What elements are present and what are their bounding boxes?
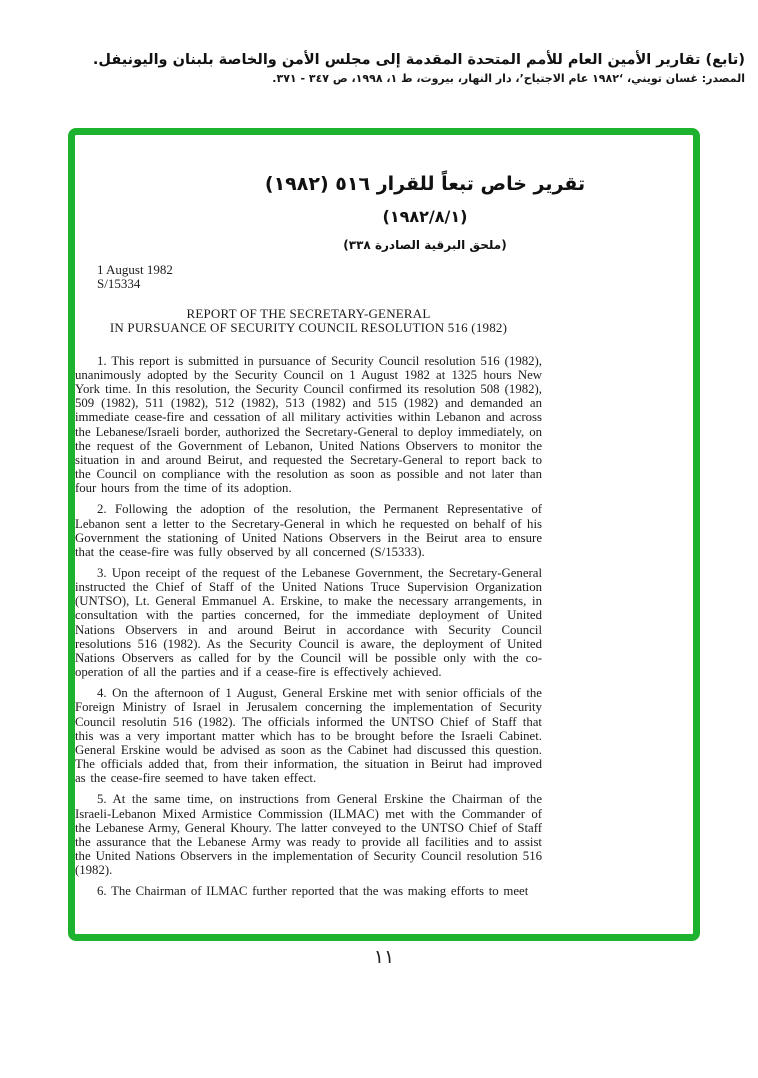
document-symbol: S/15334 — [97, 275, 141, 291]
document-header-block — [97, 263, 542, 290]
page-number: ١١ — [373, 946, 395, 968]
header-source-citation: المصدر: غسان تويني، ‘١٩٨٢ عام الاجتياح’، دار النهار، بيروت، ط ١، ١٩٩٨، ص ٣٤٧ - ٣٧١. — [272, 72, 745, 86]
paragraph-5: 5. At the same time, on instructions from General Erskine the Chairman of the Israeli-Lebanon Mixed Armistice Commission (ILMAC) met with the Commander of the Lebanese Army, General Khoury. The latter conveyed to the UNTSO Chief of Staff the assurance that the Lebanese Army was ready to provide all facilities and to assist the United Nations Observers in the implementation of Security Council resolution 516 (1982). — [75, 792, 542, 878]
paragraph-3: 3. Upon receipt of the request of the Lebanese Government, the Secretary-General instructed the Chief of Staff of the United Nations Truce Supervision Organization (UNTSO), Lt. General Emmanuel A. Erskine, to make the necessary arrangements, in consultation with the parties concerned, for the immediate deployment of United Nations Observers in and around Beirut in accordance with Security Council resolutions 516 (1982). As the Security Council is aware, the deployment of United Nations Observers as called for by the Council will be possible only with the co-operation of all the parties and if a cease-fire is effectively achieved. — [75, 566, 542, 680]
header-series-title: (تابع) تقارير الأمين العام للأمم المتحدة المقدمة إلى مجلس الأمن والخاصة بلبنان واليونيفل. — [92, 52, 745, 68]
paragraph-6: 6. The Chairman of ILMAC further reported that the was making efforts to meet — [97, 884, 529, 899]
arabic-report-title: تقرير خاص تبعاً للقرار ٥١٦ (١٩٨٢) — [264, 173, 586, 195]
report-column — [75, 130, 542, 905]
report-title-line-2: IN PURSUANCE OF SECURITY COUNCIL RESOLUTION 516 (1982) — [109, 320, 508, 336]
arabic-telegram-note: (ملحق البرقية الصادرة ٣٣٨) — [343, 238, 507, 252]
paragraph-4: 4. On the afternoon of 1 August, General Erskine met with senior officials of the Foreign Ministry of Israel in Jerusalem concerning the implementation of Security Council resolutin 516 (1982). The officials informed the UNTSO Chief of Staff that this was a very important matter which has to be brought before the Israeli Cabinet. General Erskine would be advised as soon as the Cabinet had discussed this question. The officials added that, from their information, the situation in Beirut had improved as the cease-fire seemed to have taken effect. — [75, 686, 542, 786]
page-header-arabic — [65, 50, 745, 88]
report-title — [75, 307, 542, 335]
document-date: 1 August 1982 — [97, 262, 173, 277]
report-body — [75, 354, 542, 899]
paragraph-2: 2. Following the adoption of the resolution, the Permanent Representative of Lebanon sent a letter to the Secretary-General in which he requested on behalf of his Government the stationing of United Nations Observers in the Beirut area to ensure that the cease-fire was fully observed by all concerned (S/15333). — [75, 502, 542, 559]
report-title-line-1: REPORT OF THE SECRETARY-GENERAL — [186, 306, 431, 322]
arabic-report-date: (١٩٨٢/٨/١) — [382, 207, 468, 226]
paragraph-1: 1. This report is submitted in pursuance of Security Council resolution 516 (1982), unanimously adopted by the Security Council on 1 August 1982 at 1325 hours New York time. In this resolution, the Security Council confirmed its resolution 508 (1982), 509 (1982), 511 (1982), 512 (1982), 513 (1982) and 515 (1982) and demanded an immediate cease-fire and cessation of all military activities within Lebanon and across the Lebanese/Israeli border, authorized the Secretary-General to deploy immediately, on the request of the Government of Lebanon, United Nations Observers to monitor the situation in and around Beirut, and requested the Secretary-General to report back to the Council on compliance with the resolution as soon as possible and not later than four hours from the time of its adoption. — [75, 353, 542, 496]
